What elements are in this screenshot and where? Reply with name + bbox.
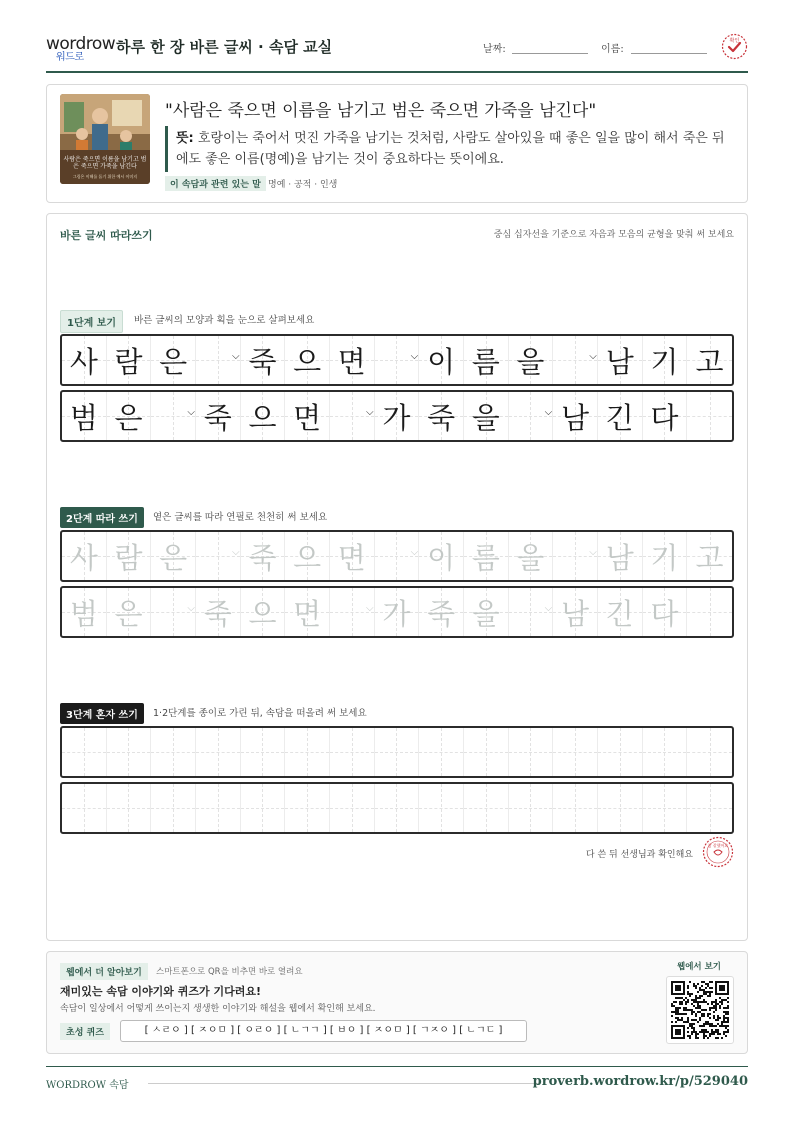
step2-tag: 2단계 따라 쓰기 xyxy=(60,507,144,528)
grid-cell[interactable] xyxy=(464,588,509,636)
header-divider xyxy=(46,71,748,73)
grid-cell xyxy=(375,336,420,384)
grid-cell[interactable] xyxy=(107,532,152,580)
grid-char: 죽 xyxy=(248,344,277,379)
wordrow-logo: wordrow 워드로 xyxy=(46,34,116,63)
grid-cell[interactable] xyxy=(509,784,554,832)
grid-cell xyxy=(330,392,375,440)
grid-cell[interactable] xyxy=(196,588,241,636)
grid-char xyxy=(606,788,634,829)
grid-cell[interactable] xyxy=(107,784,152,832)
step3-row-1[interactable] xyxy=(60,726,734,778)
grid-cell xyxy=(62,392,107,440)
space-mark-icon: ⌵ xyxy=(366,602,374,614)
grid-cell[interactable] xyxy=(196,784,241,832)
grid-char: 기 xyxy=(650,344,679,379)
grid-cell[interactable] xyxy=(62,532,107,580)
space-mark-icon: ⌵ xyxy=(187,406,195,418)
grid-cell xyxy=(241,392,286,440)
space-mark-icon xyxy=(545,799,553,810)
grid-cell xyxy=(464,392,509,440)
footer-line xyxy=(148,1083,538,1084)
grid-char: 죽 xyxy=(203,596,232,631)
footer-brand: WORDROW 속담 xyxy=(46,1080,129,1091)
grid-char: 으 xyxy=(248,596,277,631)
grid-char: 범 xyxy=(69,400,98,435)
grid-char: 다 xyxy=(650,596,679,631)
grid-cell[interactable] xyxy=(330,588,375,636)
grid-char: 은 xyxy=(159,344,188,379)
grid-char: 은 xyxy=(114,400,143,435)
grid-char xyxy=(114,788,142,829)
grid-char: 남 xyxy=(605,540,634,575)
grid-cell[interactable] xyxy=(509,588,554,636)
grid-cell[interactable] xyxy=(62,588,107,636)
grid-cell[interactable] xyxy=(598,784,643,832)
grid-char: 면 xyxy=(337,540,366,575)
space-mark-icon: ⌵ xyxy=(544,602,553,614)
related-words-tag: 이 속담과 관련 있는 말 xyxy=(165,176,266,191)
grid-cell xyxy=(687,392,732,440)
grid-cell[interactable] xyxy=(687,532,732,580)
grid-cell[interactable] xyxy=(285,588,330,636)
confirm-stamp-text: 확인 xyxy=(729,38,740,44)
grid-cell[interactable] xyxy=(598,532,643,580)
grid-char xyxy=(696,732,724,773)
grid-cell[interactable] xyxy=(687,588,732,636)
grid-char xyxy=(159,732,187,773)
grid-char: 사 xyxy=(69,540,98,575)
qr-label: 웹에서 보기 xyxy=(676,962,721,972)
grid-cell[interactable] xyxy=(330,784,375,832)
grid-cell[interactable] xyxy=(598,728,643,776)
web-info-hint: 스마트폰으로 QR을 비추면 바로 열려요 xyxy=(156,967,303,977)
grid-char: 면 xyxy=(337,344,366,379)
related-words: 명예 · 공적 · 인생 xyxy=(268,180,338,190)
grid-char: 람 xyxy=(114,540,143,575)
grid-char: 을 xyxy=(471,596,500,631)
grid-cell[interactable] xyxy=(375,588,420,636)
grid-cell[interactable] xyxy=(375,728,420,776)
grid-char: 으 xyxy=(293,344,322,379)
grid-cell[interactable] xyxy=(687,728,732,776)
grid-cell[interactable] xyxy=(553,588,598,636)
web-info-title: 재미있는 속담 이야기와 퀴즈가 기다려요! xyxy=(60,985,261,998)
grid-cell[interactable] xyxy=(464,532,509,580)
grid-char: 가 xyxy=(382,400,411,435)
grid-cell[interactable] xyxy=(107,588,152,636)
web-info-desc: 속담이 일상에서 어떻게 쓰이는지 생생한 이야기와 해설을 웹에서 확인해 보세요. xyxy=(60,1004,376,1014)
grid-cell[interactable] xyxy=(598,588,643,636)
space-mark-icon: ⌵ xyxy=(187,602,195,614)
proverb-meaning xyxy=(176,128,736,170)
grid-cell[interactable] xyxy=(643,588,688,636)
grid-cell xyxy=(643,336,688,384)
grid-char: 가 xyxy=(382,596,411,631)
grid-cell[interactable] xyxy=(643,532,688,580)
space-mark-icon: ⌵ xyxy=(544,406,553,418)
grid-char xyxy=(70,732,98,773)
grid-cell xyxy=(598,392,643,440)
initial-quiz-box: [ ㅅㄹㅇ ] [ ㅈㅇㅁ ] [ ㅇㄹㅇ ] [ ㄴㄱㄱ ] [ ㅂㅇ ] [ ㅈㅇㅁ ] [ ㄱㅈㅇ ] [ ㄴㄱㄷ ] xyxy=(120,1020,527,1042)
grid-char: 을 xyxy=(471,400,500,435)
grid-cell[interactable] xyxy=(643,784,688,832)
grid-char: 이 xyxy=(427,540,456,575)
grid-char xyxy=(293,788,321,829)
grid-char xyxy=(650,788,678,829)
grid-cell[interactable] xyxy=(419,784,464,832)
grid-cell[interactable] xyxy=(241,532,286,580)
grid-cell xyxy=(151,392,196,440)
space-mark-icon xyxy=(589,743,597,754)
grid-cell[interactable] xyxy=(285,532,330,580)
grid-cell xyxy=(196,336,241,384)
proverb-text: "사람은 죽으면 이름을 남기고 범은 죽으면 가죽을 남긴다" xyxy=(165,101,597,121)
grid-char: 고 xyxy=(695,344,724,379)
practice-hint: 중심 십자선을 기준으로 자음과 모음의 균형을 맞춰 써 보세요 xyxy=(493,230,734,240)
grid-char: 을 xyxy=(516,540,545,575)
grid-cell[interactable] xyxy=(643,728,688,776)
good-job-stamp-icon xyxy=(702,836,734,868)
grid-char xyxy=(472,732,500,773)
web-info-tag: 웹에서 더 알아보기 xyxy=(60,963,148,980)
grid-cell[interactable] xyxy=(107,728,152,776)
teacher-check-note: 다 쓴 뒤 선생님과 확인해요 xyxy=(585,850,693,860)
grid-cell[interactable] xyxy=(330,532,375,580)
step1-desc: 바른 글씨의 모양과 획을 눈으로 살펴보세요 xyxy=(134,315,315,326)
grid-cell[interactable] xyxy=(241,784,286,832)
grid-char: 람 xyxy=(114,344,143,379)
grid-cell[interactable] xyxy=(151,728,196,776)
grid-char xyxy=(70,788,98,829)
grid-char: 남 xyxy=(605,344,634,379)
grid-cell xyxy=(509,336,554,384)
grid-char: 죽 xyxy=(203,400,232,435)
grid-char: 름 xyxy=(471,344,500,379)
grid-char: 죽 xyxy=(248,540,277,575)
grid-cell[interactable] xyxy=(62,784,107,832)
grid-cell xyxy=(553,392,598,440)
grid-cell xyxy=(375,392,420,440)
step1-row-2 xyxy=(60,390,734,442)
grid-cell xyxy=(464,336,509,384)
grid-char: 기 xyxy=(650,540,679,575)
grid-cell xyxy=(509,392,554,440)
grid-cell[interactable] xyxy=(553,532,598,580)
meaning-label: 뜻: xyxy=(176,131,194,146)
good-job-stamp-text: 참 잘했어요 xyxy=(707,843,729,848)
grid-char: 다 xyxy=(650,400,679,435)
grid-cell xyxy=(107,392,152,440)
grid-char: 은 xyxy=(114,596,143,631)
space-mark-icon xyxy=(411,743,419,754)
qr-code-icon xyxy=(671,981,729,1039)
grid-cell[interactable] xyxy=(553,728,598,776)
grid-char xyxy=(248,788,276,829)
step3-tag: 3단계 혼자 쓰기 xyxy=(60,703,144,724)
space-mark-icon: ⌵ xyxy=(366,406,374,418)
grid-cell[interactable] xyxy=(151,532,196,580)
grid-cell xyxy=(553,336,598,384)
date-label: 날짜: xyxy=(483,44,506,55)
date-field[interactable] xyxy=(512,53,588,54)
grid-char: 범 xyxy=(69,596,98,631)
step2-desc: 옅은 글씨를 따라 연필로 천천히 써 보세요 xyxy=(153,512,328,523)
space-mark-icon xyxy=(187,799,195,810)
grid-char xyxy=(338,732,366,773)
illustration-note: 그림은 이해를 돕기 위한 예시 이미지 xyxy=(72,174,138,179)
space-mark-icon xyxy=(366,799,374,810)
footer-url[interactable]: proverb.wordrow.kr/p/529040 xyxy=(532,1074,748,1089)
grid-cell[interactable] xyxy=(419,532,464,580)
grid-char: 남 xyxy=(561,596,590,631)
grid-char: 긴 xyxy=(605,596,634,631)
grid-char: 면 xyxy=(293,400,322,435)
grid-char xyxy=(204,788,232,829)
grid-char: 죽 xyxy=(427,596,456,631)
footer-divider xyxy=(46,1066,748,1067)
grid-cell xyxy=(151,336,196,384)
meaning-text: 호랑이는 죽어서 멋진 가죽을 남기는 것처럼, 사람도 살아있을 때 좋은 일을 많이 해서 죽은 뒤에도 좋은 이름(명예)을 남기는 것이 중요하다는 뜻이에요. xyxy=(176,131,725,167)
grid-cell xyxy=(62,336,107,384)
grid-char xyxy=(516,732,544,773)
practice-title: 바른 글씨 따라쓰기 xyxy=(60,229,153,242)
grid-cell xyxy=(285,336,330,384)
name-field[interactable] xyxy=(631,53,707,54)
grid-cell[interactable] xyxy=(330,728,375,776)
space-mark-icon: ⌵ xyxy=(589,546,597,558)
grid-cell[interactable] xyxy=(241,728,286,776)
grid-cell[interactable] xyxy=(509,532,554,580)
grid-char xyxy=(382,788,410,829)
grid-char: 긴 xyxy=(605,400,634,435)
grid-char: 고 xyxy=(695,540,724,575)
grid-cell xyxy=(107,336,152,384)
grid-char: 은 xyxy=(159,540,188,575)
grid-cell[interactable] xyxy=(464,728,509,776)
logo-korean: 워드로 xyxy=(56,52,84,63)
grid-cell xyxy=(285,392,330,440)
step1-tag: 1단계 보기 xyxy=(60,310,123,333)
space-mark-icon xyxy=(232,743,240,754)
space-mark-icon: ⌵ xyxy=(589,350,597,362)
grid-char xyxy=(606,732,634,773)
grid-cell[interactable] xyxy=(285,784,330,832)
grid-cell[interactable] xyxy=(419,728,464,776)
step2-row-2[interactable] xyxy=(60,586,734,638)
confirm-stamp-icon xyxy=(721,33,748,60)
grid-cell xyxy=(419,336,464,384)
grid-char: 죽 xyxy=(427,400,456,435)
grid-cell xyxy=(241,336,286,384)
step1-row-1 xyxy=(60,334,734,386)
space-mark-icon: ⌵ xyxy=(410,350,419,362)
grid-cell[interactable] xyxy=(509,728,554,776)
grid-char xyxy=(293,732,321,773)
meaning-accent-bar xyxy=(165,126,168,172)
grid-cell[interactable] xyxy=(196,728,241,776)
grid-cell[interactable] xyxy=(464,784,509,832)
space-mark-icon: ⌵ xyxy=(410,546,419,558)
grid-char: 면 xyxy=(293,596,322,631)
page-title: 하루 한 장 바른 글씨 · 속담 교실 xyxy=(116,38,333,56)
name-label: 이름: xyxy=(601,44,624,55)
grid-char xyxy=(114,732,142,773)
grid-cell[interactable] xyxy=(196,532,241,580)
grid-cell[interactable] xyxy=(151,784,196,832)
grid-char xyxy=(427,732,455,773)
step3-desc: 1·2단계를 종이로 가린 뒤, 속담을 떠올려 써 보세요 xyxy=(153,708,367,719)
grid-char xyxy=(248,732,276,773)
grid-cell[interactable] xyxy=(419,588,464,636)
grid-cell[interactable] xyxy=(687,784,732,832)
grid-cell xyxy=(687,336,732,384)
qr-code[interactable] xyxy=(666,976,734,1044)
proverb-illustration xyxy=(60,94,150,184)
grid-char xyxy=(650,732,678,773)
grid-cell[interactable] xyxy=(375,784,420,832)
initial-quiz-label: 초성 퀴즈 xyxy=(60,1023,110,1040)
grid-char: 사 xyxy=(69,344,98,379)
grid-cell[interactable] xyxy=(285,728,330,776)
grid-char xyxy=(561,788,589,829)
space-mark-icon: ⌵ xyxy=(232,350,240,362)
illustration-caption: 사람은 죽으면 이름을 남기고 범은 죽으면 가죽을 남긴다 xyxy=(63,156,147,170)
grid-char xyxy=(472,788,500,829)
step3-row-2[interactable] xyxy=(60,782,734,834)
grid-cell xyxy=(419,392,464,440)
grid-cell[interactable] xyxy=(62,728,107,776)
grid-char xyxy=(427,788,455,829)
grid-cell[interactable] xyxy=(553,784,598,832)
grid-char: 름 xyxy=(471,540,500,575)
grid-cell[interactable] xyxy=(375,532,420,580)
grid-char: 이 xyxy=(427,344,456,379)
grid-cell xyxy=(196,392,241,440)
grid-cell xyxy=(330,336,375,384)
grid-cell xyxy=(643,392,688,440)
grid-char: 을 xyxy=(516,344,545,379)
grid-char: 으 xyxy=(248,400,277,435)
step2-row-1[interactable] xyxy=(60,530,734,582)
grid-cell xyxy=(598,336,643,384)
space-mark-icon: ⌵ xyxy=(232,546,240,558)
grid-char: 남 xyxy=(561,400,590,435)
grid-cell[interactable] xyxy=(151,588,196,636)
grid-char: 으 xyxy=(293,540,322,575)
grid-cell[interactable] xyxy=(241,588,286,636)
